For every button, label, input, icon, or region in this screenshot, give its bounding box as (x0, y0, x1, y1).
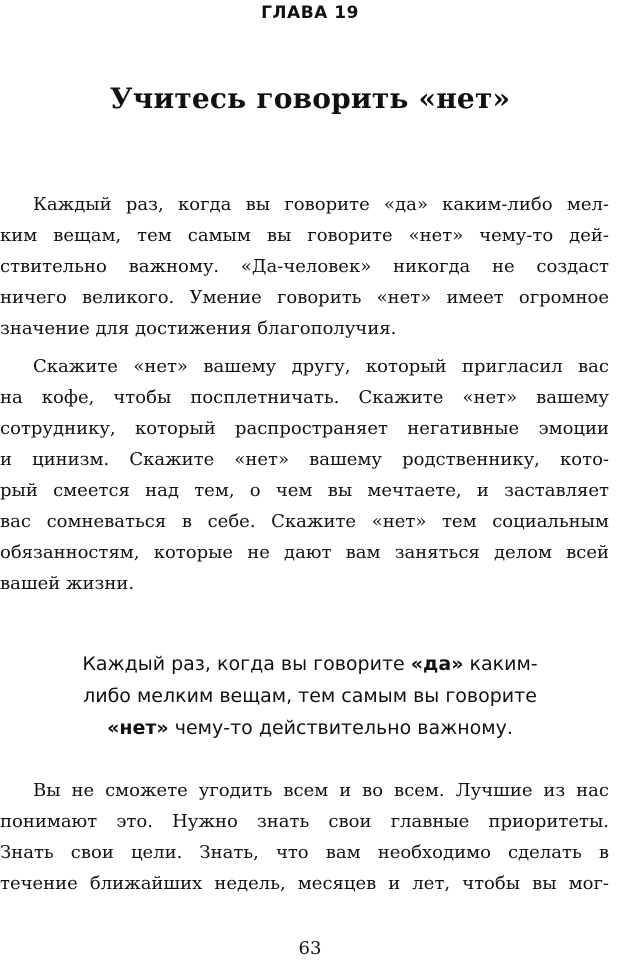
text-line: Скажите «нет» вашему другу, который пригласил вас (33, 356, 609, 377)
text-line: вашей жизни. (0, 573, 135, 594)
text-line: ким вещам, тем самым вы говорите «нет» чему-то дей- (0, 225, 609, 246)
text-line: Каждый раз, когда вы говорите «да» каким-либо мел- (33, 194, 609, 215)
pull-quote-text: каким- (463, 653, 538, 675)
page-number: 63 (298, 938, 322, 959)
pull-quote-line (0, 649, 620, 679)
text-line: рый смеется над тем, о чем вы мечтаете, и заставляет (0, 480, 609, 501)
text-line: сотруднику, который распространяет негативные эмоции (0, 418, 609, 439)
pull-quote-line (0, 713, 620, 743)
chapter-label: ГЛАВА 19 (261, 3, 359, 23)
pull-quote-emphasis: «да» (410, 653, 464, 675)
text-line: течение ближайших недель, месяцев и лет, чтобы вы мог- (0, 873, 609, 894)
text-line: Вы не сможете угодить всем и во всем. Лучшие из нас (33, 780, 609, 801)
text-line: обязанностям, которые не дают вам заняться делом всей (0, 542, 609, 563)
text-line: понимают это. Нужно знать свои главные приоритеты. (0, 811, 609, 832)
pull-quote-emphasis: «нет» (107, 717, 169, 739)
chapter-title: Учитесь говорить «нет» (109, 82, 511, 115)
text-line: на кофе, чтобы посплетничать. Скажите «нет» вашему (0, 387, 609, 408)
text-line: Знать свои цели. Знать, что вам необходимо сделать в (0, 842, 609, 863)
pull-quote-text: Каждый раз, когда вы говорите (82, 653, 411, 675)
text-line: вас сомневаться в себе. Скажите «нет» тем социальным (0, 511, 609, 532)
text-line: и цинизм. Скажите «нет» вашему родственнику, кото- (0, 449, 609, 470)
pull-quote-line: либо мелким вещам, тем самым вы говорите (83, 685, 537, 707)
pull-quote-text: чему-то действительно важному. (168, 717, 513, 739)
text-line: ничего великого. Умение говорить «нет» имеет огромное (0, 287, 609, 308)
text-line: ствительно важному. «Да-человек» никогда не создаст (0, 256, 609, 277)
text-line: значение для достижения благополучия. (0, 318, 397, 339)
